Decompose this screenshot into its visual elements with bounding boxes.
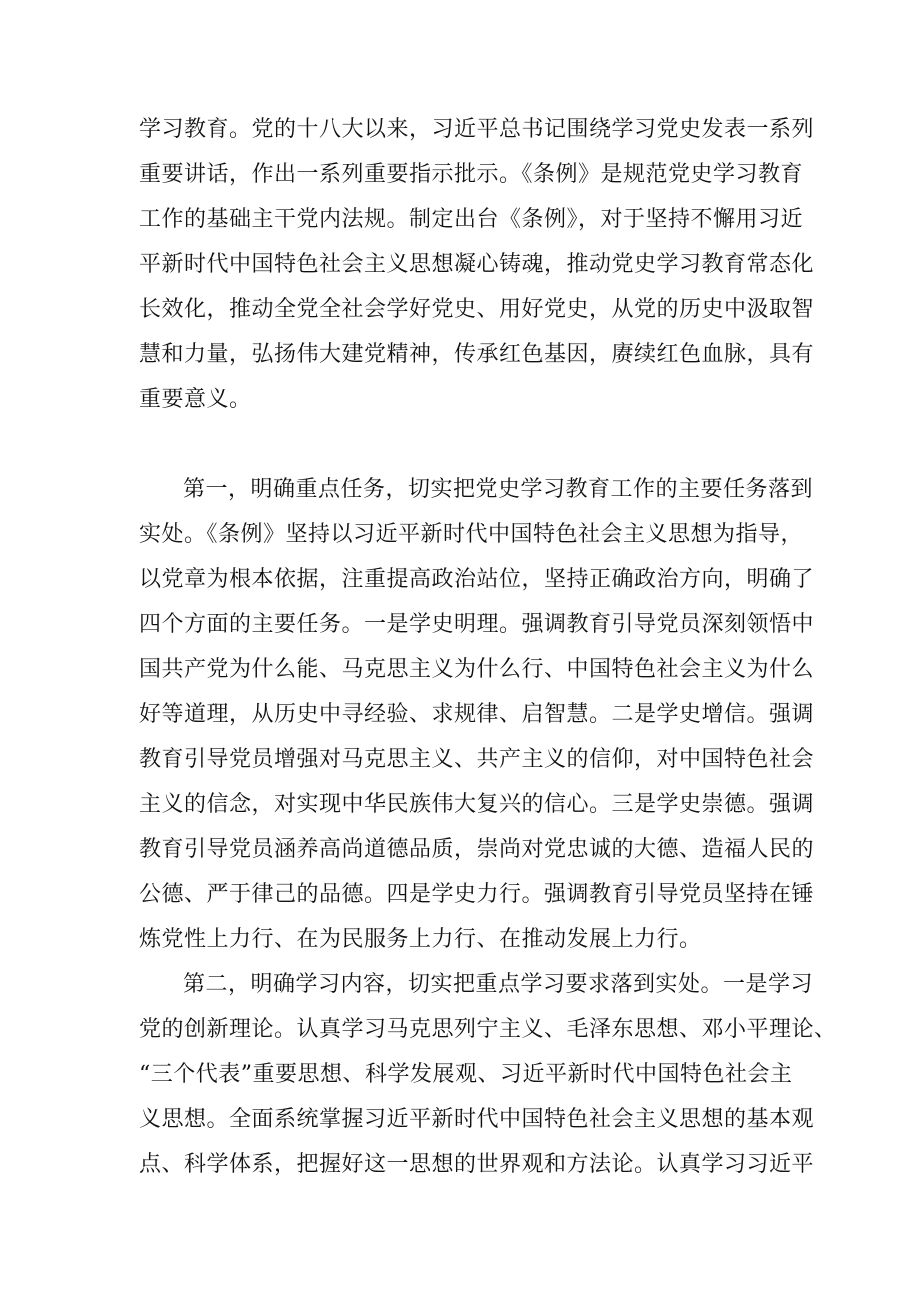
- text-line: 教育引导党员增强对马克思主义、共产主义的信仰，对中国特色社会: [139, 747, 815, 772]
- text-line: 平新时代中国特色社会主义思想凝心铸魂，推动党史学习教育常态化: [139, 252, 815, 277]
- text-line: 工作的基础主干党内法规。制定出台《条例》，对于坚持不懈用习近: [139, 207, 804, 232]
- text-line: “三个代表”重要思想、科学发展观、习近平新时代中国特色社会主: [139, 1062, 793, 1087]
- text-line: 国共产党为什么能、马克思主义为什么行、中国特色社会主义为什么: [139, 657, 815, 682]
- text-line: 公德、严于律己的品德。四是学史力行。强调教育引导党员坚持在锤: [139, 882, 815, 907]
- text-line: 教育引导党员涵养高尚道德品质，崇尚对党忠诚的大德、造福人民的: [139, 837, 815, 862]
- text-line: 长效化，推动全党全社会学好党史、用好党史，从党的历史中汲取智: [139, 297, 815, 322]
- text-line: 重要讲话，作出一系列重要指示批示。《条例》是规范党史学习教育: [139, 162, 804, 187]
- text-line: 以党章为根本依据，注重提高政治站位，坚持正确政治方向，明确了: [139, 567, 815, 592]
- text-line: 重要意义。: [139, 387, 252, 412]
- text-line: 慧和力量，弘扬伟大建党精神，传承红色基因，赓续红色血脉，具有: [139, 342, 815, 367]
- text-line: 好等道理，从历史中寻经验、求规律、启智慧。二是学史增信。强调: [139, 702, 815, 727]
- text-line: 点、科学体系，把握好这一思想的世界观和方法论。认真学习习近平: [139, 1152, 815, 1177]
- text-line: 四个方面的主要任务。一是学史明理。强调教育引导党员深刻领悟中: [139, 612, 815, 637]
- text-line: 学习教育。党的十八大以来，习近平总书记围绕学习党史发表一系列: [139, 117, 815, 142]
- text-line: 第一，明确重点任务，切实把党史学习教育工作的主要任务落到: [183, 477, 814, 502]
- text-line: 第二，明确学习内容，切实把重点学习要求落到实处。一是学习: [183, 972, 814, 997]
- text-line: 义思想。全面系统掌握习近平新时代中国特色社会主义思想的基本观: [139, 1107, 815, 1132]
- text-line: 炼党性上力行、在为民服务上力行、在推动发展上力行。: [139, 927, 702, 952]
- text-line: 党的创新理论。认真学习马克思列宁主义、毛泽东思想、邓小平理论、: [139, 1017, 837, 1042]
- text-line: 实处。《条例》坚持以习近平新时代中国特色社会主义思想为指导，: [139, 522, 804, 547]
- text-line: 主义的信念，对实现中华民族伟大复兴的信心。三是学史崇德。强调: [139, 792, 815, 817]
